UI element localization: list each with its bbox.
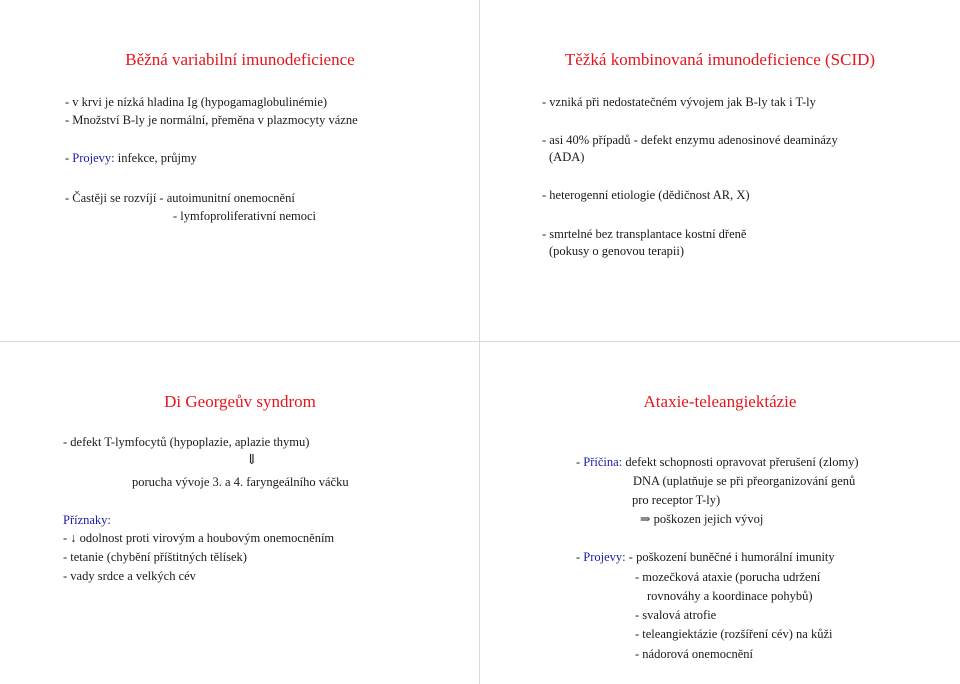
text-line: - vady srdce a velkých cév (63, 569, 196, 583)
text-prefix: - (63, 531, 71, 545)
slide-ataxia (480, 342, 960, 684)
text-line: - nádorová onemocnění (635, 647, 754, 661)
text-line: - asi 40% případů - defekt enzymu adenosinové deaminázy (542, 133, 838, 147)
text-line (576, 455, 859, 470)
text-line: pro receptor T-ly) (632, 493, 721, 507)
text-line: - vzniká při nedostatečném vývojem jak B-ly tak i T-ly (542, 95, 816, 109)
text-line: - Množství B-ly je normální, přeměna v plazmocyty vázne (65, 113, 358, 127)
text-line (63, 531, 334, 546)
text-line (640, 512, 763, 527)
text-line: - heterogenní etiologie (dědičnost AR, X) (542, 188, 750, 202)
text-line: DNA (uplatňuje se při přeorganizování genů (633, 474, 856, 488)
text-prefix: - (576, 550, 584, 564)
label-pricina: Příčina: (583, 455, 623, 469)
text-span: infekce, průjmy (114, 151, 197, 165)
text-span: poškozen jejich vývoj (650, 512, 764, 526)
text-line: - svalová atrofie (635, 608, 717, 622)
slide-title: Běžná variabilní imunodeficience (125, 50, 355, 69)
label-projevy: Projevy: (583, 550, 626, 564)
text-line: - mozečková ataxie (porucha udržení (635, 570, 821, 584)
text-line (65, 151, 197, 166)
text-line: rovnováhy a koordinace pohybů) (647, 589, 813, 603)
right-double-arrow-icon: ⇒ (640, 512, 651, 526)
text-line: - defekt T-lymfocytů (hypoplazie, aplazie thymu) (63, 435, 310, 449)
text-span: defekt schopnosti opravovat přerušení (zlomy) (622, 455, 859, 469)
text-prefix: - (576, 455, 584, 469)
slide-scid (480, 0, 960, 342)
text-span: - poškození buněčné i humorální imunity (625, 550, 835, 564)
slide-title: Di Georgeův syndrom (164, 392, 316, 411)
text-line: - tetanie (chybění příštitných tělísek) (63, 550, 247, 564)
text-span: odolnost proti virovým a houbovým onemocněním (76, 531, 335, 545)
slide-cvid (0, 0, 480, 342)
text-line: - smrtelné bez transplantace kostní dřeně (542, 227, 747, 241)
text-prefix: - (65, 151, 73, 165)
text-line: - Častěji se rozvíjí - autoimunitní onemocnění (65, 191, 295, 205)
text-line: porucha vývoje 3. a 4. faryngeálního váčku (132, 475, 349, 489)
text-line: - teleangiektázie (rozšíření cév) na kůži (635, 627, 833, 641)
label-projevy: Projevy: (72, 151, 115, 165)
text-line: (pokusy o genovou terapii) (549, 244, 685, 258)
text-line: - lymfoproliferativní nemoci (173, 209, 317, 223)
slide-title: Těžká kombinovaná imunodeficience (SCID) (564, 50, 876, 69)
text-line (576, 550, 835, 565)
slide-digeorge (0, 342, 480, 684)
down-arrow-icon: ↓ (70, 531, 77, 545)
text-line: - v krvi je nízká hladina Ig (hypogamaglobulinémie) (65, 95, 328, 109)
label-priznaky: Příznaky: (63, 513, 111, 527)
down-double-arrow-icon: ⇓ (246, 453, 258, 468)
text-line: (ADA) (549, 150, 585, 164)
slide-title: Ataxie-teleangiektázie (643, 392, 797, 411)
